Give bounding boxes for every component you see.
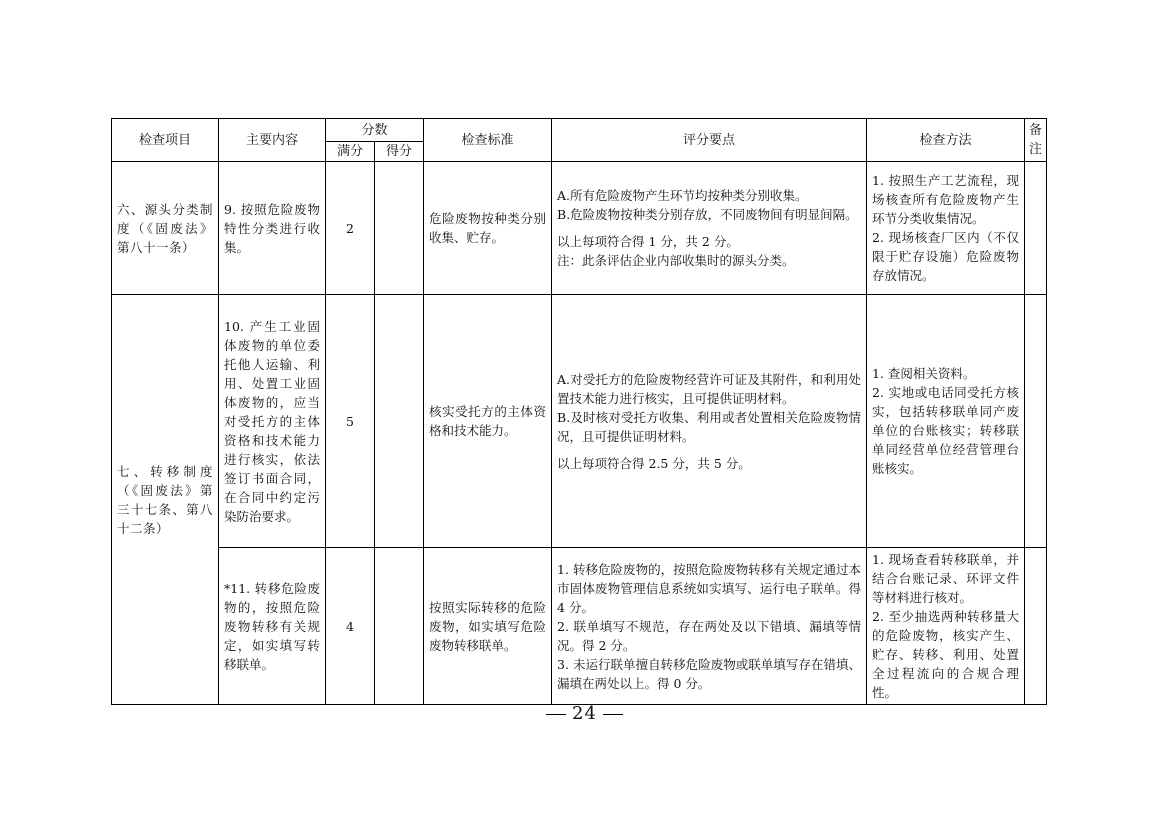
scoring-point: 1. 转移危险废物的，按照危险废物转移有关规定通过本市固体废物管理信息系统如实填写、运行电子联单。得 4 分。 (557, 561, 862, 615)
inspection-method (867, 162, 1025, 295)
scoring-points (552, 162, 867, 295)
remark-cell (1025, 548, 1047, 705)
method-step: 2. 至少抽选两种转移量大的危险废物，核实产生、贮存、转移、利用、处置全过程流向的合规合理性。 (872, 609, 1020, 700)
header-got-score: 得分 (375, 142, 424, 162)
remark-cell (1025, 295, 1047, 548)
got-score (375, 548, 424, 705)
method-step: 1. 现场查看转移联单，并结合台账记录、环评文件等材料进行核对。 (872, 552, 1020, 605)
header-remark: 备注 (1025, 119, 1047, 162)
remark-cell (1025, 162, 1047, 295)
header-score-group: 分数 (326, 119, 424, 142)
page-number-value: 24 (572, 703, 597, 724)
got-score (375, 162, 424, 295)
header-row (112, 119, 1047, 142)
scoring-point: 以上每项符合得 1 分，共 2 分。 (557, 234, 739, 249)
main-content: 9. 按照危险废物特性分类进行收集。 (219, 162, 326, 295)
method-step: 1. 查阅相关资料。 (872, 366, 976, 381)
inspection-standard: 按照实际转移的危险废物，如实填写危险废物转移联单。 (424, 548, 552, 705)
full-score: 5 (326, 295, 375, 548)
full-score: 2 (326, 162, 375, 295)
main-content: 10. 产生工业固体废物的单位委托他人运输、利用、处置工业固体废物的，应当对受托方的主体资格和技术能力进行核实，依法签订书面合同，在合同中约定污染防治要求。 (219, 295, 326, 548)
method-step: 1. 按照生产工艺流程，现场核查所有危险废物产生环节分类收集情况。 (872, 173, 1020, 226)
page-number (0, 703, 1169, 724)
method-step: 2. 实地或电话同受托方核实，包括转移联单同产废单位的台账核实；转移联单同经营单位经营管理台账核实。 (872, 385, 1020, 476)
scoring-point: 2. 联单填写不规范，存在两处及以下错填、漏填等情况。得 2 分。 (557, 618, 862, 653)
header-full-score: 满分 (326, 142, 375, 162)
table-row (112, 162, 1047, 295)
inspection-method (867, 295, 1025, 548)
table-row (112, 548, 1047, 705)
inspection-table (111, 118, 1047, 705)
inspection-method (867, 548, 1025, 705)
header-item: 检查项目 (112, 119, 219, 162)
main-content: *11. 转移危险废物的，按照危险废物转移有关规定，如实填写转移联单。 (219, 548, 326, 705)
scoring-point: A.所有危险废物产生环节均按种类分别收集。 (557, 188, 808, 203)
header-standard: 检查标准 (424, 119, 552, 162)
scoring-points (552, 295, 867, 548)
scoring-point: 注：此条评估企业内部收集时的源头分类。 (557, 253, 795, 268)
full-score: 4 (326, 548, 375, 705)
scoring-point: 3. 未运行联单擅自转移危险废物或联单填写存在错填、漏填在两处以上。得 0 分。 (557, 656, 862, 691)
header-method: 检查方法 (867, 119, 1025, 162)
header-content: 主要内容 (219, 119, 326, 162)
inspection-item: 七、转移制度（《固废法》第三十七条、第八十二条） (112, 295, 219, 705)
scoring-point: 以上每项符合得 2.5 分，共 5 分。 (557, 455, 751, 471)
scoring-point: A.对受托方的危险废物经营许可证及其附件，和利用处置技术能力进行核实，且可提供证明材料。 (557, 371, 862, 406)
inspection-item: 六、源头分类制度（《固废法》第八十一条） (112, 162, 219, 295)
method-step: 2. 现场核查厂区内（不仅限于贮存设施）危险废物存放情况。 (872, 230, 1020, 283)
table-row (112, 295, 1047, 548)
got-score (375, 295, 424, 548)
scoring-point: B.危险废物按种类分别存放，不同废物间有明显间隔。 (557, 207, 858, 222)
scoring-point: B.及时核对受托方收集、利用或者处置相关危险废物情况，且可提供证明材料。 (557, 409, 862, 444)
scoring-points (552, 548, 867, 705)
inspection-standard: 危险废物按种类分别收集、贮存。 (424, 162, 552, 295)
inspection-standard: 核实受托方的主体资格和技术能力。 (424, 295, 552, 548)
header-points: 评分要点 (552, 119, 867, 162)
